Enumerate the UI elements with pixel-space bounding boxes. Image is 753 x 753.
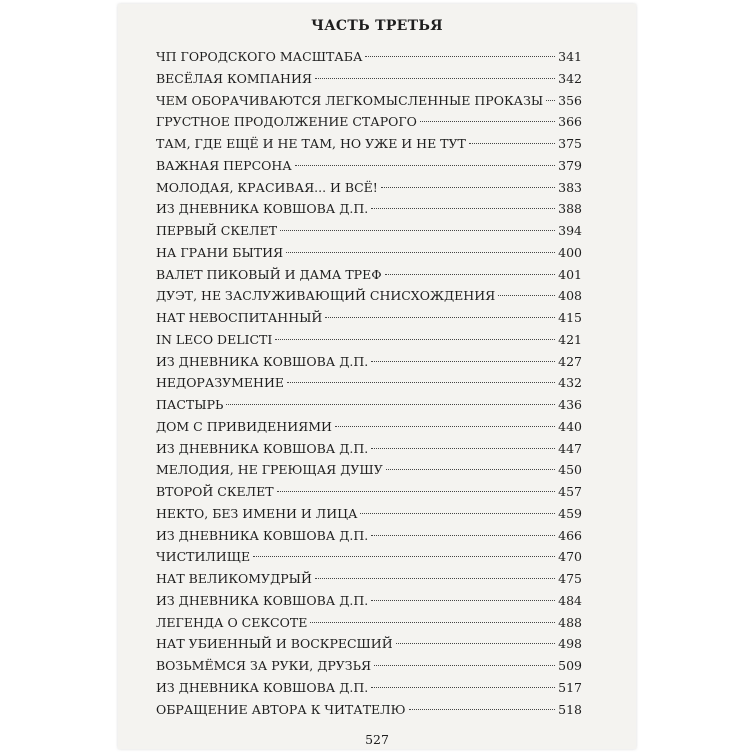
toc-entry-title: НАТ ВЕЛИКОМУДРЫЙ <box>156 571 312 586</box>
toc-entry-page: 475 <box>558 571 582 586</box>
toc-entry-title: ВОЗЬМЁМСЯ ЗА РУКИ, ДРУЗЬЯ <box>156 658 372 673</box>
toc-entry-page: 415 <box>558 310 582 325</box>
toc-entry-title: ИЗ ДНЕВНИКА КОВШОВА Д.П. <box>156 353 369 369</box>
toc-entry <box>156 655 582 677</box>
book-page <box>118 4 636 749</box>
toc-entry-title: ВАЛЕТ ПИКОВЫЙ И ДАМА ТРЕФ <box>156 266 382 282</box>
toc-entry-title: ПЕРВЫЙ СКЕЛЕТ <box>156 223 278 238</box>
toc-entry-title: МОЛОДАЯ, КРАСИВАЯ... И ВСЁ! <box>156 179 378 195</box>
dot-leader <box>371 208 555 209</box>
toc-entry-title: ДОМ С ПРИВИДЕНИЯМИ <box>156 418 332 434</box>
toc-entry-title: ОБРАЩЕНИЕ АВТОРА К ЧИТАТЕЛЮ <box>156 701 406 717</box>
toc-entry <box>156 68 582 90</box>
dot-leader <box>371 535 555 536</box>
toc-entry-page: 341 <box>558 49 582 64</box>
toc-entry-title: МЕЛОДИЯ, НЕ ГРЕЮЩАЯ ДУШУ <box>156 462 383 478</box>
toc-entry-page: 440 <box>558 418 582 434</box>
toc-entry <box>156 307 582 329</box>
toc-entry-page: 450 <box>558 462 582 478</box>
toc-entry-page: 517 <box>558 679 582 695</box>
dot-leader <box>275 339 555 340</box>
toc-entry-title: ИЗ ДНЕВНИКА КОВШОВА Д.П. <box>156 592 369 608</box>
toc-entry <box>156 438 582 460</box>
toc-entry <box>156 111 582 133</box>
dot-leader <box>335 426 555 427</box>
toc-entry-title: ТАМ, ГДЕ ЕЩЁ И НЕ ТАМ, НО УЖЕ И НЕ ТУТ <box>156 136 466 151</box>
toc-entry <box>156 590 582 612</box>
toc-entry-title: ВТОРОЙ СКЕЛЕТ <box>156 484 274 499</box>
dot-leader <box>325 317 555 318</box>
toc-entry-page: 518 <box>558 701 582 717</box>
toc-entry-title: ГРУСТНОЕ ПРОДОЛЖЕНИЕ СТАРОГО <box>156 114 417 130</box>
toc-entry <box>156 264 582 286</box>
dot-leader <box>295 165 555 166</box>
toc-entry-page: 342 <box>558 70 582 86</box>
toc-entry <box>156 481 582 503</box>
dot-leader <box>469 143 555 144</box>
toc-entry-page: 394 <box>558 223 582 238</box>
toc-entry <box>156 329 582 351</box>
dot-leader <box>396 643 556 644</box>
toc-entry-title: ВАЖНАЯ ПЕРСОНА <box>156 157 292 173</box>
toc-entry <box>156 46 582 68</box>
dot-leader <box>360 513 555 514</box>
toc-entry <box>156 155 582 177</box>
toc-entry-title: ЛЕГЕНДА О СЕКСОТЕ <box>156 614 308 630</box>
dot-leader <box>381 187 555 188</box>
toc-entry-title: НЕКТО, БЕЗ ИМЕНИ И ЛИЦА <box>156 505 358 521</box>
toc-entry <box>156 177 582 199</box>
toc-entry-page: 457 <box>558 484 582 499</box>
toc-entry-title: ЧИСТИЛИЩЕ <box>156 549 251 565</box>
toc-entry-page: 432 <box>558 375 582 391</box>
toc-entry-page: 408 <box>558 288 582 304</box>
toc-entry <box>156 633 582 655</box>
toc-entry-title: ПАСТЫРЬ <box>156 397 224 412</box>
table-of-contents <box>156 46 582 720</box>
toc-entry-page: 488 <box>558 614 582 630</box>
toc-entry-title: НАТ НЕВОСПИТАННЫЙ <box>156 310 323 325</box>
toc-entry-title: ДУЭТ, НЕ ЗАСЛУЖИВАЮЩИЙ СНИСХОЖДЕНИЯ <box>156 288 496 304</box>
dot-leader <box>374 665 555 666</box>
toc-entry-page: 383 <box>558 179 582 195</box>
dot-leader <box>371 448 555 449</box>
toc-entry <box>156 546 582 568</box>
dot-leader <box>310 622 555 623</box>
toc-entry <box>156 220 582 242</box>
toc-entry-page: 356 <box>558 92 582 108</box>
toc-entry <box>156 285 582 307</box>
toc-entry-page: 388 <box>558 201 582 217</box>
dot-leader <box>280 230 555 231</box>
toc-entry-page: 379 <box>558 157 582 173</box>
dot-leader <box>546 100 555 101</box>
dot-leader <box>315 78 555 79</box>
toc-entry-page: 470 <box>558 549 582 565</box>
toc-entry <box>156 677 582 699</box>
page-number: 527 <box>365 732 389 747</box>
toc-entry <box>156 612 582 634</box>
toc-entry-page: 401 <box>558 266 582 282</box>
dot-leader <box>371 361 555 362</box>
toc-entry <box>156 394 582 416</box>
toc-entry-page: 421 <box>558 331 582 347</box>
dot-leader <box>277 491 556 492</box>
toc-entry <box>156 503 582 525</box>
dot-leader <box>286 252 555 253</box>
toc-entry-title: ЧЕМ ОБОРАЧИВАЮТСЯ ЛЕГКОМЫСЛЕННЫЕ ПРОКАЗЫ <box>156 92 544 108</box>
dot-leader <box>409 709 556 710</box>
toc-entry-title: ИЗ ДНЕВНИКА КОВШОВА Д.П. <box>156 440 369 456</box>
dot-leader <box>385 274 556 275</box>
dot-leader <box>386 469 555 470</box>
toc-entry-page: 436 <box>558 397 582 412</box>
toc-entry <box>156 242 582 264</box>
toc-entry-title: ВЕСЁЛАЯ КОМПАНИЯ <box>156 70 312 86</box>
dot-leader <box>365 56 555 57</box>
toc-entry <box>156 198 582 220</box>
toc-entry <box>156 459 582 481</box>
dot-leader <box>315 578 555 579</box>
toc-entry <box>156 372 582 394</box>
toc-entry-title: НЕДОРАЗУМЕНИЕ <box>156 375 284 391</box>
toc-entry <box>156 133 582 155</box>
toc-entry <box>156 351 582 373</box>
toc-entry-title: ИЗ ДНЕВНИКА КОВШОВА Д.П. <box>156 201 369 217</box>
toc-entry-title: IN LECO DELICTI <box>156 331 273 347</box>
toc-entry-title: ЧП ГОРОДСКОГО МАСШТАБА <box>156 49 363 64</box>
section-title: ЧАСТЬ ТРЕТЬЯ <box>311 18 443 34</box>
toc-entry <box>156 699 582 721</box>
dot-leader <box>498 295 555 296</box>
toc-entry-title: НА ГРАНИ БЫТИЯ <box>156 244 284 260</box>
toc-entry-title: ИЗ ДНЕВНИКА КОВШОВА Д.П. <box>156 679 369 695</box>
toc-entry <box>156 568 582 590</box>
toc-entry-page: 427 <box>558 353 582 369</box>
toc-entry-page: 447 <box>558 440 582 456</box>
toc-entry-title: НАТ УБИЕННЫЙ И ВОСКРЕСШИЙ <box>156 636 393 652</box>
toc-entry-page: 466 <box>558 527 582 543</box>
toc-entry <box>156 525 582 547</box>
toc-entry-page: 375 <box>558 136 582 151</box>
toc-entry-page: 498 <box>558 636 582 652</box>
toc-entry-page: 366 <box>558 114 582 130</box>
toc-entry-page: 459 <box>558 505 582 521</box>
toc-entry-page: 400 <box>558 244 582 260</box>
toc-entry <box>156 416 582 438</box>
toc-entry-title: ИЗ ДНЕВНИКА КОВШОВА Д.П. <box>156 527 369 543</box>
dot-leader <box>371 687 555 688</box>
toc-entry <box>156 90 582 112</box>
dot-leader <box>371 600 555 601</box>
dot-leader <box>226 404 555 405</box>
dot-leader <box>253 556 555 557</box>
dot-leader <box>287 382 555 383</box>
toc-entry-page: 509 <box>558 658 582 673</box>
toc-entry-page: 484 <box>558 592 582 608</box>
dot-leader <box>420 121 555 122</box>
